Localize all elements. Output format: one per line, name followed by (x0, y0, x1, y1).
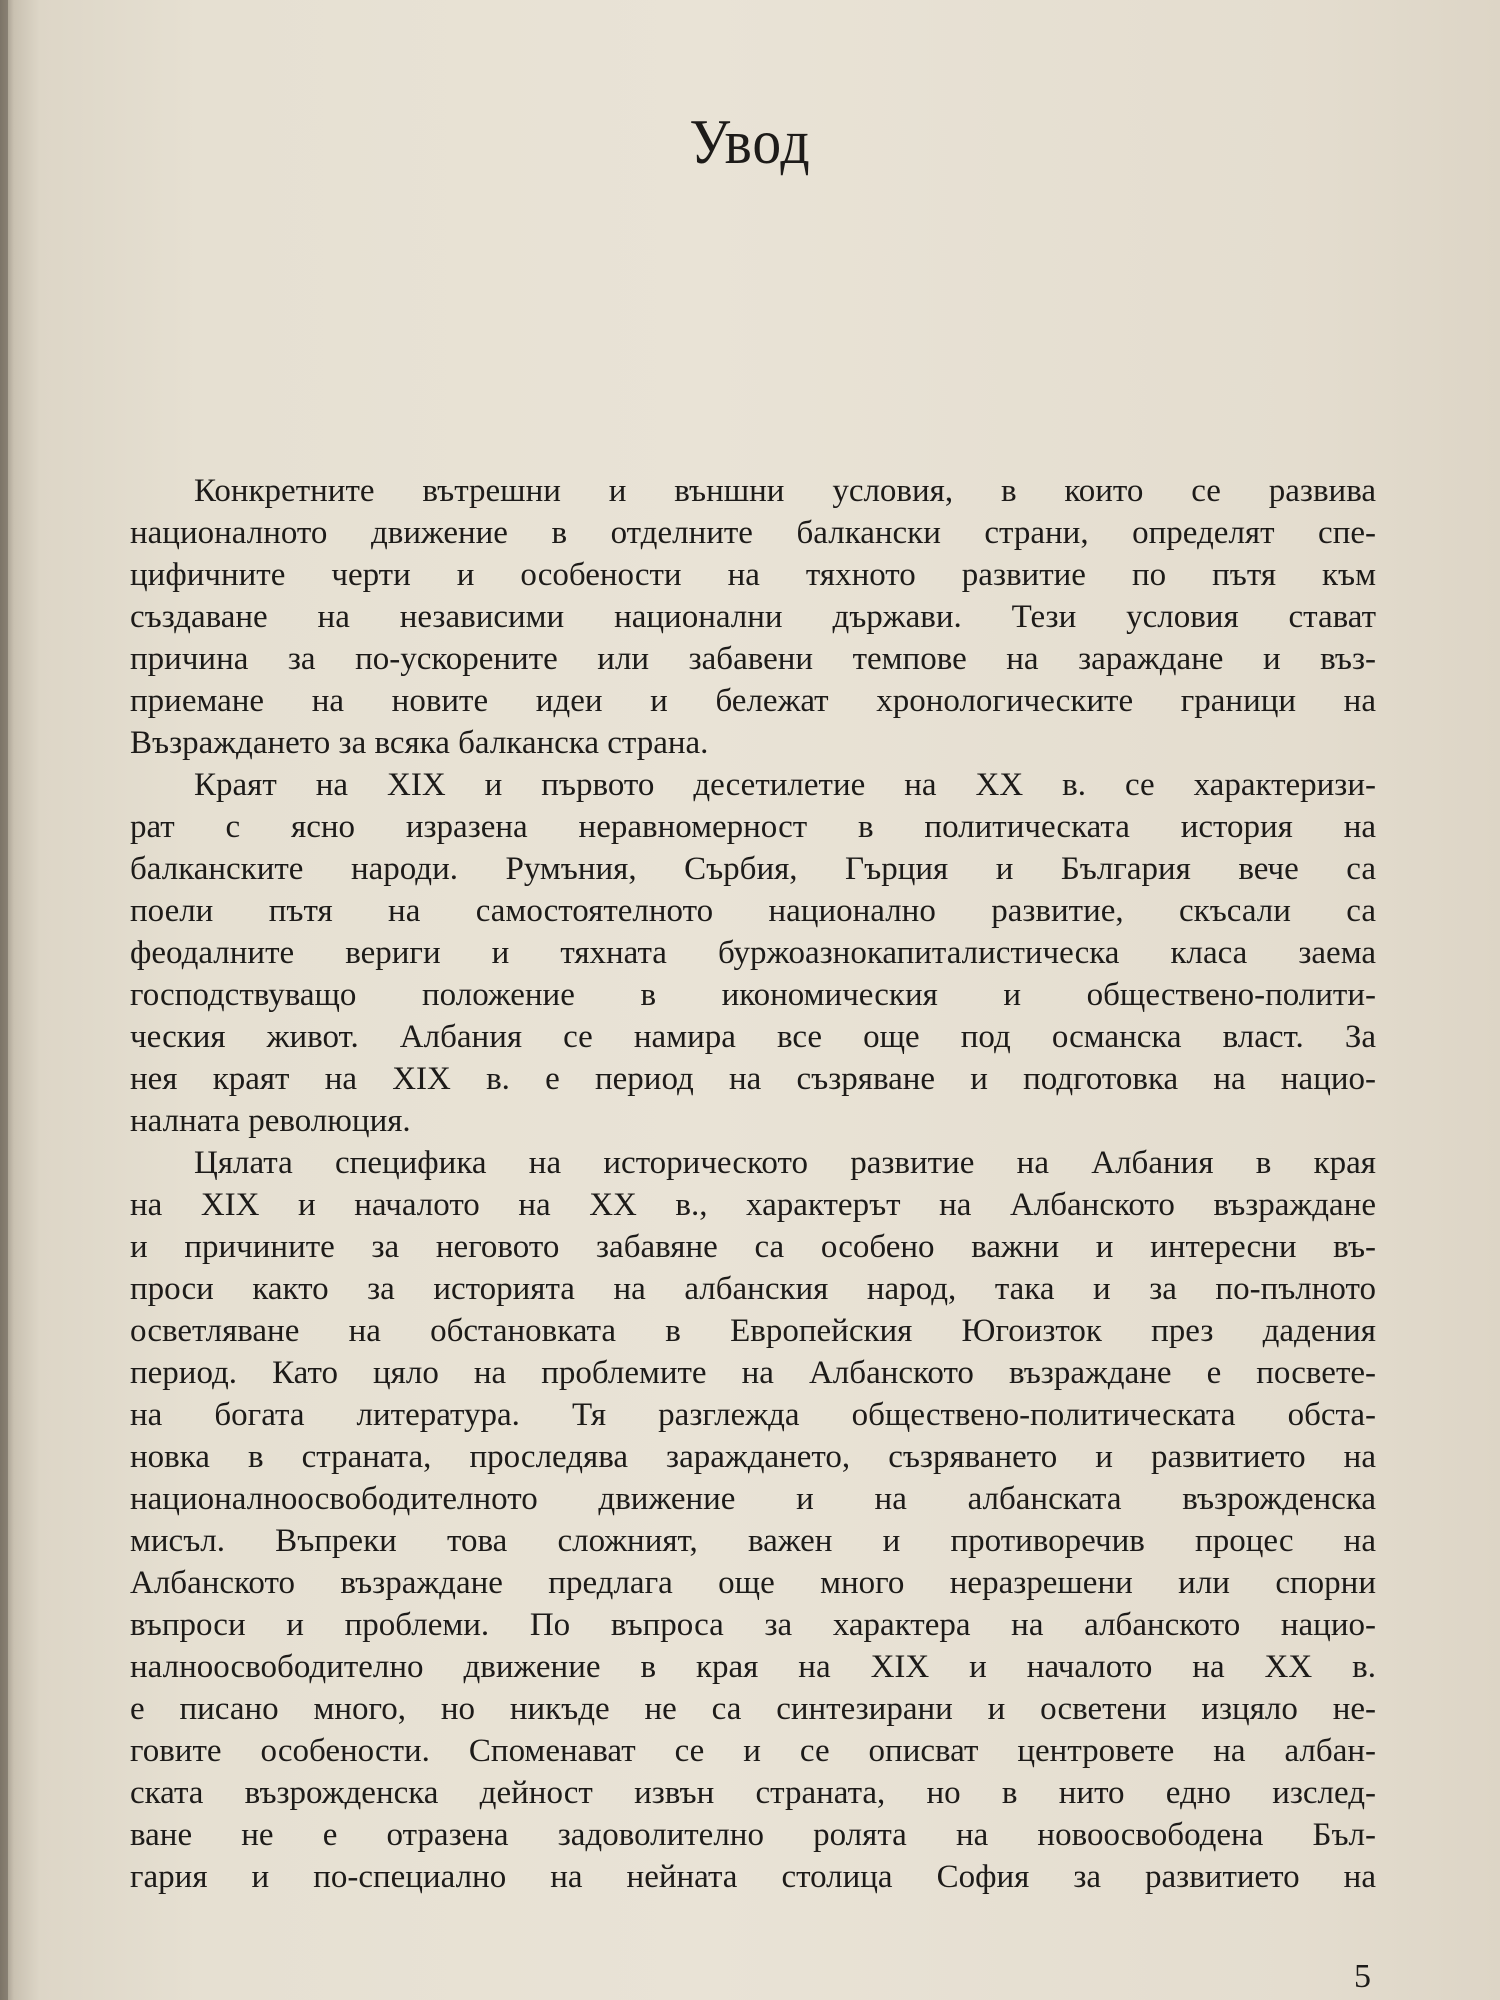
text-line: поели пътя на самостоятелното национално развитие, скъсали са (130, 893, 1376, 929)
paragraph (130, 1142, 1376, 1898)
text-line: причина за по-ускорените или забавени темпове на зараждане и въз- (130, 641, 1376, 677)
text-line: ческия живот. Албания се намира все още под османска власт. За (130, 1019, 1376, 1055)
text-line: ване не е отразена задоволително ролята на новоосвободена Бъл- (130, 1817, 1376, 1853)
text-line: феодалните вериги и тяхната буржоазнокапиталистическа класа заема (130, 935, 1376, 971)
text-line: и причините за неговото забавяне са особено важни и интересни въ- (130, 1229, 1376, 1265)
page-number: 5 (1354, 1958, 1371, 1995)
text-line: рат с ясно изразена неравномерност в политическата история на (130, 809, 1376, 845)
text-line: създаване на независими национални държави. Тези условия стават (130, 599, 1376, 635)
paragraph (130, 470, 1376, 764)
text-line: приемане на новите идеи и бележат хронологическите граници на (130, 683, 1376, 719)
text-line: господствуващо положение в икономическия и обществено-полити- (130, 977, 1376, 1013)
text-line: е писано много, но никъде не са синтезирани и осветени изцяло не- (130, 1691, 1376, 1727)
text-line: нея краят на XIX в. е период на съзряване и подготовка на нацио- (130, 1061, 1376, 1097)
text-line: осветляване на обстановката в Европейския Югоизток през дадения (130, 1313, 1376, 1349)
text-line: проси както за историята на албанския народ, така и за по-пълното (130, 1271, 1376, 1307)
text-line: Цялата специфика на историческото развитие на Албания в края (194, 1145, 1376, 1181)
text-line: балканските народи. Румъния, Сърбия, Гърция и България вече са (130, 851, 1376, 887)
text-line: Възраждането за всяка балканска страна. (130, 725, 709, 761)
text-line: националноосвободителното движение и на албанската възрожденска (130, 1481, 1376, 1517)
text-line: Краят на XIX и първото десетилетие на XX в. се характеризи- (194, 767, 1376, 803)
text-line: мисъл. Въпреки това сложният, важен и противоречив процес на (130, 1523, 1376, 1559)
text-line: налноосвободително движение в края на XIX и началото на XX в. (130, 1649, 1376, 1685)
text-line: период. Като цяло на проблемите на Албанското възраждане е посвете- (130, 1355, 1376, 1391)
body-text (130, 470, 1376, 1898)
text-line: Конкретните вътрешни и външни условия, в които се развива (194, 473, 1376, 509)
text-line: налната революция. (130, 1103, 411, 1139)
text-line: новка в страната, проследява зараждането, съзряването и развитието на (130, 1439, 1376, 1475)
paragraph (130, 764, 1376, 1142)
book-gutter (0, 0, 8, 2000)
text-line: на XIX и началото на XX в., характерът на Албанското възраждане (130, 1187, 1376, 1223)
text-line: говите особености. Споменават се и се описват центровете на албан- (130, 1733, 1376, 1769)
text-line: въпроси и проблеми. По въпроса за характера на албанското нацио- (130, 1607, 1376, 1643)
text-line: ската възрожденска дейност извън страната, но в нито едно изслед- (130, 1775, 1376, 1811)
chapter-title: Увод (689, 105, 811, 177)
text-line: гария и по-специално на нейната столица София за развитието на (130, 1859, 1376, 1895)
text-line: националното движение в отделните балкански страни, определят спе- (130, 515, 1376, 551)
text-line: Албанското възраждане предлага още много неразрешени или спорни (130, 1565, 1376, 1601)
text-line: на богата литература. Тя разглежда обществено-политическата обста- (130, 1397, 1376, 1433)
text-line: цифичните черти и особености на тяхното развитие по пътя към (130, 557, 1376, 593)
